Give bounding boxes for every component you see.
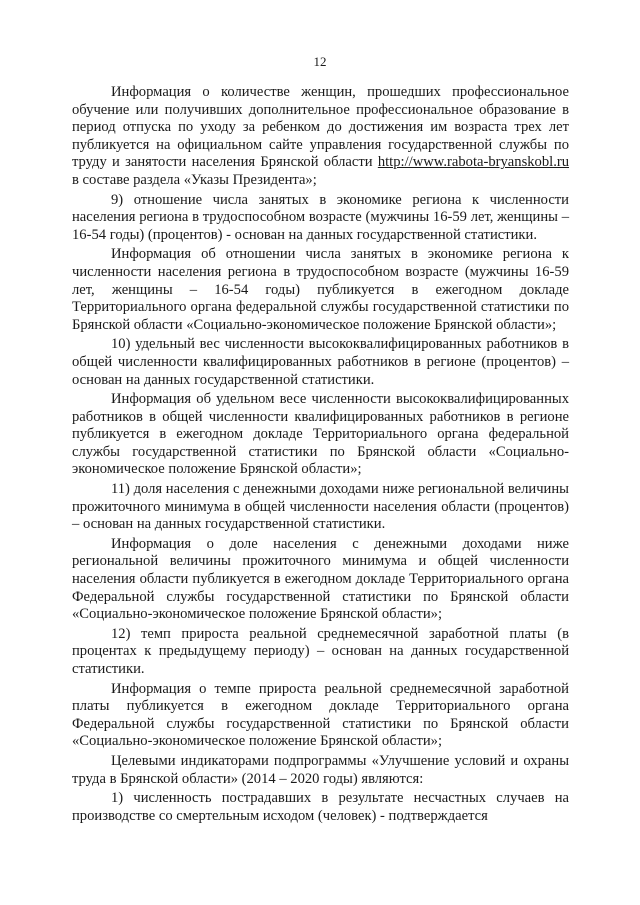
paragraph-text: 9) отношение числа занятых в экономике региона к численности населения региона в трудоспособном возрасте (мужчины 16-59 лет, женщины – 16-54 годы) (процентов) - основан на данных государственной статистики. [72,191,569,243]
paragraph [72,246,569,334]
paragraph-text: 10) удельный вес численности высококвалифицированных работников в общей численности квалифицированных работников в регионе (процентов) – основан на данных государственной статистики. [72,336,569,388]
paragraph-text: Информация об отношении числа занятых в экономике региона к численности населения региона в трудоспособном возрасте (мужчины 16-59 лет, женщины – 16-54 годы) публикуется в ежегодном докладе Территориального органа федеральной службы государственной статистики по Брянской области «Социально-экономическое положение Брянской области»; [72,246,569,333]
paragraph [72,84,569,190]
paragraph-text: Информация об удельном весе численности высококвалифицированных работников в общей численности квалифицированных работников в регионе публикуется в ежегодном докладе Территориального органа федеральной службы государственной статистики по Брянской области «Социально-экономическое положение Брянской области»; [72,391,569,478]
paragraph-text: 12) темп прироста реальной среднемесячной заработной платы (в процентах к предыдущему периоду) – основан на данных государственной статистики. [72,625,569,677]
paragraph-text: 11) доля населения с денежными доходами ниже региональной величины прожиточного минимума в общей численности населения области (процентов) – основан на данных государственной статистики. [72,481,569,533]
paragraph-text: Информация о количестве женщин, прошедших профессиональное обучение или получивших дополнительное профессиональное образование в период отпуска по уходу за ребенком до достижения им возраста трех лет публикуется на официальном сайте управления государственной службы по труду и занятости населения Брянской области [72,84,569,171]
paragraph [72,391,569,479]
website-link[interactable]: http://www.rabota-bryanskobl.ru [377,154,569,171]
page-number: 12 [313,54,327,69]
paragraph-text: Информация о доле населения с денежными доходами ниже региональной величины прожиточного минимума и общей численности населения области публикуется в ежегодном докладе Территориального органа Федеральной службы государственной статистики по Брянской области «Социально-экономическое положение Брянской области»; [72,535,569,623]
paragraph-text: в составе раздела «Указы Президента»; [72,171,317,188]
paragraph [72,481,569,534]
paragraph-text: Целевыми индикаторами подпрограммы «Улучшение условий и охраны труда в Брянской области» (2014 – 2020 годы) являются: [72,752,569,787]
paragraph [72,192,569,245]
paragraph [72,336,569,389]
paragraph-text: 1) численность пострадавших в результате несчастных случаев на производстве со смертельным исходом (человек) - подтверждается [72,790,569,824]
paragraph [72,790,569,825]
paragraph [72,753,569,788]
paragraph-text: Информация о темпе прироста реальной среднемесячной заработной платы публикуется в ежегодном докладе Территориального органа Федеральной службы государственной статистики по Брянской области «Социально-экономическое положение Брянской области»; [72,680,569,750]
document-body [72,84,569,827]
paragraph [72,681,569,751]
paragraph [72,536,569,624]
paragraph [72,626,569,679]
